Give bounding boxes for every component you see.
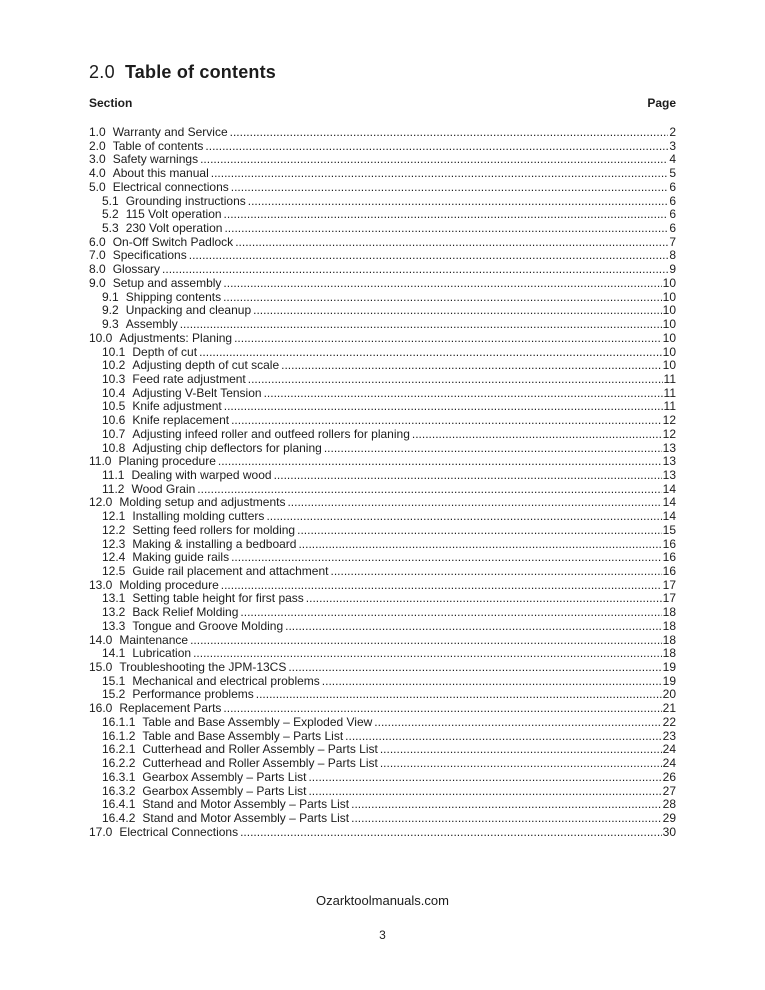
- toc-entry-label: About this manual: [112, 166, 209, 181]
- toc-entry-number: 16.1.2: [102, 728, 136, 743]
- toc-entry-label: Adjusting chip deflectors for planing: [132, 440, 322, 455]
- toc-entry: [89, 414, 676, 428]
- toc-entry-label: Table and Base Assembly – Exploded View: [142, 714, 373, 729]
- toc-entry-label: Back Relief Molding: [132, 605, 239, 620]
- toc-entry-number: 10.1: [102, 344, 126, 359]
- toc-entry: [89, 688, 676, 702]
- toc-entry-label: Setting table height for first pass: [132, 591, 304, 606]
- toc-entry-number: 8.0: [89, 262, 106, 277]
- toc-entry-page: 15: [662, 522, 676, 537]
- toc-entry-label: Feed rate adjustment: [132, 371, 246, 386]
- toc-entry: [89, 524, 676, 538]
- toc-entry-number: 10.5: [102, 399, 126, 414]
- toc-entry: [89, 538, 676, 552]
- toc-entry-page: 11: [663, 371, 676, 386]
- toc-dot-leader: [274, 469, 662, 483]
- toc-entry-page: 11: [663, 385, 676, 400]
- toc-dot-leader: [253, 304, 662, 318]
- toc-entry-page: 24: [662, 756, 676, 771]
- toc-entry: [89, 675, 676, 689]
- toc-dot-leader: [193, 647, 662, 661]
- toc-dot-leader: [231, 181, 669, 195]
- toc-column-headers: [89, 96, 676, 110]
- toc-entry-number: 16.0: [89, 701, 113, 716]
- toc-dot-leader: [412, 428, 662, 442]
- toc-entry-page: 19: [662, 660, 676, 675]
- toc-entry: [89, 798, 676, 812]
- toc-entry-number: 15.1: [102, 673, 126, 688]
- toc-entry-label: Installing molding cutters: [132, 509, 265, 524]
- toc-entry-page: 18: [662, 646, 676, 661]
- toc-entry-page: 18: [662, 618, 676, 633]
- toc-dot-leader: [306, 592, 662, 606]
- toc-dot-leader: [285, 620, 662, 634]
- toc-entry-number: 5.3: [102, 221, 119, 236]
- toc-entry-label: Mechanical and electrical problems: [132, 673, 320, 688]
- toc-entry: [89, 126, 676, 140]
- toc-dot-leader: [298, 538, 661, 552]
- toc-dot-leader: [200, 153, 668, 167]
- toc-entry-label: Performance problems: [132, 687, 254, 702]
- toc-dot-leader: [231, 551, 662, 565]
- toc-entry-label: Wood Grain: [131, 481, 196, 496]
- toc-entry-number: 13.0: [89, 577, 113, 592]
- toc-dot-leader: [205, 140, 668, 154]
- toc-entry-label: Shipping contents: [125, 289, 222, 304]
- toc-dot-leader: [351, 812, 662, 826]
- toc-entry-number: 9.3: [102, 317, 119, 332]
- toc-entry-page: 16: [662, 550, 676, 565]
- toc-entry-label: Guide rail placement and attachment: [132, 564, 329, 578]
- toc-entry-page: 17: [662, 591, 676, 606]
- page-title: [89, 59, 276, 85]
- toc-dot-leader: [248, 373, 663, 387]
- toc-dot-leader: [224, 208, 669, 222]
- toc-entry-number: 10.8: [102, 440, 126, 455]
- toc-entry: [89, 771, 676, 785]
- toc-entry: [89, 634, 676, 648]
- toc-entry-page: 2: [669, 125, 676, 139]
- toc-entry: [89, 318, 676, 332]
- toc-entry: [89, 263, 676, 277]
- toc-entry-page: 14: [662, 509, 676, 524]
- toc-entry-page: 9: [669, 262, 676, 277]
- toc-entry-label: Setup and assembly: [112, 275, 222, 290]
- toc-entry-label: Adjusting infeed roller and outfeed rollers for planing: [132, 426, 410, 441]
- toc-entry-page: 10: [662, 317, 676, 332]
- toc-dot-leader: [264, 387, 663, 401]
- toc-dot-leader: [256, 688, 662, 702]
- toc-entry: [89, 455, 676, 469]
- toc-entry-page: 16: [662, 536, 676, 551]
- toc-entry-label: Dealing with warped wood: [131, 467, 272, 482]
- toc-entry: [89, 620, 676, 634]
- toc-entry-label: Tongue and Groove Molding: [132, 618, 284, 633]
- toc-entry-page: 27: [662, 783, 676, 798]
- toc-entry: [89, 140, 676, 154]
- toc-dot-leader: [162, 263, 668, 277]
- footer-website: Ozarktoolmanuals.com: [316, 893, 449, 908]
- toc-entry: [89, 565, 676, 579]
- toc-dot-leader: [330, 565, 661, 579]
- toc-entry: [89, 496, 676, 510]
- toc-entry-page: 18: [662, 605, 676, 620]
- toc-entry: [89, 236, 676, 250]
- toc-entry-number: 6.0: [89, 234, 106, 249]
- toc-entry: [89, 195, 676, 209]
- toc-dot-leader: [234, 332, 662, 346]
- toc-entry-number: 13.2: [102, 605, 126, 620]
- toc-entry-label: Adjusting depth of cut scale: [132, 358, 280, 373]
- toc-entry-number: 5.0: [89, 179, 106, 194]
- toc-dot-leader: [224, 222, 668, 236]
- toc-entry: [89, 730, 676, 744]
- toc-entry-page: 3: [669, 138, 676, 153]
- toc-entry: [89, 826, 676, 840]
- toc-dot-leader: [266, 510, 661, 524]
- toc-entry-page: 5: [669, 166, 676, 181]
- toc-entry-label: Setting feed rollers for molding: [132, 522, 296, 537]
- toc-entry-page: 6: [669, 179, 676, 194]
- toc-entry-number: 15.0: [89, 660, 113, 675]
- toc-dot-leader: [224, 400, 663, 414]
- toc-entry: [89, 785, 676, 799]
- toc-entry-label: Safety warnings: [112, 152, 199, 167]
- toc-dot-leader: [230, 126, 669, 140]
- toc-entry-number: 12.3: [102, 536, 126, 551]
- toc-entry-number: 16.1.1: [102, 714, 136, 729]
- toc-entry-label: 230 Volt operation: [125, 221, 223, 236]
- toc-entry-page: 11: [663, 399, 676, 414]
- toc-entry: [89, 277, 676, 291]
- toc-entry-page: 12: [662, 413, 676, 428]
- toc-entry-number: 16.4.2: [102, 810, 136, 825]
- toc-entry-label: Lubrication: [132, 646, 192, 661]
- toc-entry-page: 16: [662, 564, 676, 578]
- toc-entry-label: Warranty and Service: [112, 125, 228, 139]
- toc-entry-number: 16.4.1: [102, 797, 136, 812]
- toc-entry-page: 17: [662, 577, 676, 592]
- toc-entry-number: 13.3: [102, 618, 126, 633]
- toc-entry-page: 6: [669, 207, 676, 222]
- toc-entry-label: Knife adjustment: [132, 399, 222, 414]
- toc-dot-leader: [374, 716, 661, 730]
- toc-entry: [89, 442, 676, 456]
- toc-entry-label: Adjustments: Planing: [119, 330, 233, 345]
- toc-entry-page: 10: [662, 358, 676, 373]
- toc-dot-leader: [322, 675, 662, 689]
- toc-entry-number: 10.0: [89, 330, 113, 345]
- toc-dot-leader: [235, 236, 668, 250]
- toc-entry: [89, 387, 676, 401]
- section-column-header: Section: [89, 96, 133, 110]
- toc-entry-page: 30: [662, 824, 676, 839]
- toc-entry-label: Assembly: [125, 317, 178, 332]
- toc-entry-label: Replacement Parts: [119, 701, 222, 716]
- toc-entry-label: Electrical connections: [112, 179, 229, 194]
- toc-dot-leader: [288, 661, 661, 675]
- footer-page-number: 3: [379, 928, 386, 942]
- toc-entry-number: 12.4: [102, 550, 126, 565]
- toc-entry: [89, 332, 676, 346]
- toc-entry-number: 11.2: [102, 481, 125, 496]
- toc-entry-label: Table and Base Assembly – Parts List: [142, 728, 344, 743]
- toc-dot-leader: [197, 483, 661, 497]
- toc-entry-number: 5.2: [102, 207, 119, 222]
- toc-entry-page: 26: [662, 769, 676, 784]
- toc-entry-number: 15.2: [102, 687, 126, 702]
- toc-entry: [89, 291, 676, 305]
- toc-entry-page: 20: [662, 687, 676, 702]
- toc-entry: [89, 249, 676, 263]
- toc-entry: [89, 167, 676, 181]
- toc-entry-page: 23: [662, 728, 676, 743]
- toc-entry-page: 13: [662, 467, 676, 482]
- toc-dot-leader: [308, 785, 661, 799]
- toc-entry-number: 9.2: [102, 303, 119, 318]
- toc-entry: [89, 304, 676, 318]
- toc-entry-number: 10.2: [102, 358, 126, 373]
- toc-entry: [89, 428, 676, 442]
- toc-entry-page: 22: [662, 714, 676, 729]
- toc-dot-leader: [380, 757, 662, 771]
- toc-dot-leader: [218, 455, 662, 469]
- toc-entry: [89, 153, 676, 167]
- toc-entry: [89, 346, 676, 360]
- toc-entry-label: Depth of cut: [132, 344, 198, 359]
- toc-entry: [89, 551, 676, 565]
- toc-entry-page: 6: [669, 221, 676, 236]
- toc-entry-number: 9.1: [102, 289, 119, 304]
- toc-entry-label: 115 Volt operation: [125, 207, 222, 222]
- toc-entry-number: 12.0: [89, 495, 113, 510]
- toc-entry-number: 13.1: [102, 591, 126, 606]
- toc-entry-label: Cutterhead and Roller Assembly – Parts List: [142, 742, 378, 757]
- page-title-text: Table of contents: [124, 62, 277, 82]
- toc-entry-number: 11.1: [102, 467, 125, 482]
- toc-entry-page: 4: [669, 152, 676, 167]
- toc-entry-number: 1.0: [89, 125, 106, 139]
- toc-entry-number: 17.0: [89, 824, 113, 839]
- toc-entry: [89, 181, 676, 195]
- toc-dot-leader: [223, 291, 662, 305]
- toc-entry-page: 29: [662, 810, 676, 825]
- toc-dot-leader: [351, 798, 662, 812]
- toc-dot-leader: [297, 524, 662, 538]
- toc-entry-label: Table of contents: [112, 138, 204, 153]
- toc-dot-leader: [190, 634, 662, 648]
- toc-entry-label: Troubleshooting the JPM-13CS: [119, 660, 287, 675]
- toc-entry-label: Specifications: [112, 248, 187, 263]
- toc-entry-label: Grounding instructions: [125, 193, 246, 208]
- toc-entry-label: Adjusting V-Belt Tension: [132, 385, 262, 400]
- toc-entry-number: 4.0: [89, 166, 106, 181]
- toc-entry-number: 14.0: [89, 632, 113, 647]
- page-title-number: 2.0: [89, 62, 115, 82]
- toc-entry-number: 16.3.2: [102, 783, 136, 798]
- toc-dot-leader: [211, 167, 669, 181]
- toc-entry-label: Gearbox Assembly – Parts List: [142, 783, 307, 798]
- toc-entry-page: 6: [669, 193, 676, 208]
- toc-dot-leader: [380, 743, 662, 757]
- toc-entry: [89, 743, 676, 757]
- toc-dot-leader: [180, 318, 662, 332]
- toc-dot-leader: [231, 414, 662, 428]
- toc-entry: [89, 469, 676, 483]
- toc-entry: [89, 716, 676, 730]
- toc-entry-label: Knife replacement: [132, 413, 230, 428]
- toc-entry-label: Cutterhead and Roller Assembly – Parts List: [142, 756, 378, 771]
- toc-entry-number: 7.0: [89, 248, 106, 263]
- toc-entry-label: Electrical Connections: [119, 824, 239, 839]
- toc-dot-leader: [240, 826, 662, 840]
- toc-entry-page: 10: [662, 275, 676, 290]
- toc-dot-leader: [287, 496, 661, 510]
- toc-entry-label: Making guide rails: [132, 550, 230, 565]
- toc-entry-number: 16.3.1: [102, 769, 136, 784]
- toc-entry: [89, 702, 676, 716]
- toc-entry-page: 10: [662, 303, 676, 318]
- toc-entry-number: 12.2: [102, 522, 126, 537]
- toc-dot-leader: [248, 195, 669, 209]
- toc-dot-leader: [223, 702, 661, 716]
- toc-entry-number: 2.0: [89, 138, 106, 153]
- toc-entry-number: 5.1: [102, 193, 119, 208]
- toc-entry-number: 10.4: [102, 385, 126, 400]
- toc-entry: [89, 373, 676, 387]
- toc-entry-page: 18: [662, 632, 676, 647]
- toc-entry-page: 13: [662, 440, 676, 455]
- toc-dot-leader: [281, 359, 662, 373]
- toc-entry: [89, 812, 676, 826]
- toc-dot-leader: [223, 277, 661, 291]
- toc-entry-page: 8: [669, 248, 676, 263]
- toc-entry-label: Maintenance: [119, 632, 189, 647]
- toc-entry-page: 13: [662, 454, 676, 469]
- toc-entry-page: 28: [662, 797, 676, 812]
- toc-entry: [89, 579, 676, 593]
- page-column-header: Page: [647, 96, 676, 110]
- toc-entry-number: 12.5: [102, 564, 126, 578]
- toc-entry-page: 10: [662, 344, 676, 359]
- toc-entry: [89, 359, 676, 373]
- toc-entry-number: 10.3: [102, 371, 126, 386]
- toc-entry-label: Stand and Motor Assembly – Parts List: [142, 810, 350, 825]
- toc-entry: [89, 661, 676, 675]
- toc-entry-page: 14: [662, 495, 676, 510]
- toc-entry-page: 10: [662, 289, 676, 304]
- toc-entry-page: 12: [662, 426, 676, 441]
- toc-entry-number: 10.7: [102, 426, 126, 441]
- toc-entry-number: 9.0: [89, 275, 106, 290]
- toc-entry-page: 10: [662, 330, 676, 345]
- toc-entry-page: 14: [662, 481, 676, 496]
- toc-entry-page: 21: [662, 701, 676, 716]
- toc-dot-leader: [189, 249, 669, 263]
- toc-entry-number: 16.2.1: [102, 742, 136, 757]
- toc-entry-label: Unpacking and cleanup: [125, 303, 252, 318]
- toc-entry-number: 11.0: [89, 454, 112, 469]
- toc-entry-number: 14.1: [102, 646, 126, 661]
- toc-entry-label: Stand and Motor Assembly – Parts List: [142, 797, 350, 812]
- toc-entry: [89, 400, 676, 414]
- toc-entry-page: 7: [669, 234, 676, 249]
- toc-entry-label: Making & installing a bedboard: [132, 536, 297, 551]
- toc-entry-number: 10.6: [102, 413, 126, 428]
- toc-dot-leader: [308, 771, 661, 785]
- toc-list: [89, 126, 676, 839]
- toc-entry: [89, 592, 676, 606]
- toc-entry: [89, 222, 676, 236]
- toc-entry-number: 12.1: [102, 509, 126, 524]
- toc-entry-page: 19: [662, 673, 676, 688]
- toc-entry: [89, 208, 676, 222]
- toc-dot-leader: [240, 606, 661, 620]
- toc-entry-number: 3.0: [89, 152, 106, 167]
- toc-entry-page: 24: [662, 742, 676, 757]
- toc-entry-label: Gearbox Assembly – Parts List: [142, 769, 307, 784]
- toc-entry-label: Planing procedure: [118, 454, 216, 469]
- toc-entry-label: On-Off Switch Padlock: [112, 234, 234, 249]
- toc-entry: [89, 483, 676, 497]
- toc-entry-number: 16.2.2: [102, 756, 136, 771]
- toc-dot-leader: [221, 579, 662, 593]
- toc-entry-label: Glossary: [112, 262, 161, 277]
- toc-dot-leader: [324, 442, 662, 456]
- toc-entry: [89, 510, 676, 524]
- toc-entry: [89, 757, 676, 771]
- toc-entry-label: Molding setup and adjustments: [119, 495, 286, 510]
- toc-dot-leader: [199, 346, 662, 360]
- toc-entry: [89, 606, 676, 620]
- toc-entry: [89, 647, 676, 661]
- toc-entry-label: Molding procedure: [119, 577, 219, 592]
- toc-dot-leader: [345, 730, 661, 744]
